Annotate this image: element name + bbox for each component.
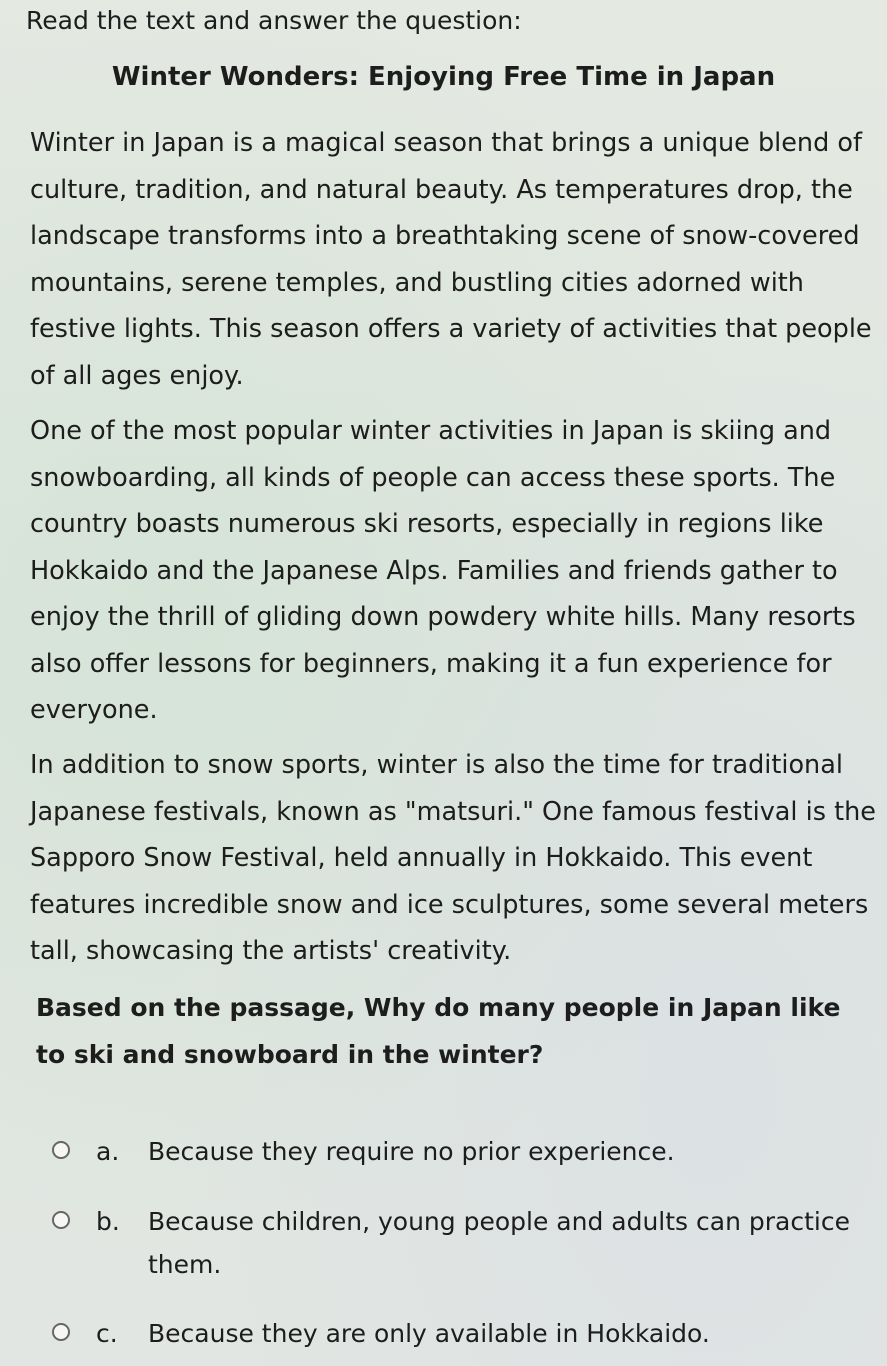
- passage-paragraph-2: One of the most popular winter activities in Japan is skiing and snowboarding, all kinds of people can access these sports. The country boasts numerous ski resorts, especially in regions like Hokkaido and the Japanese Alps. Families and friends gather to enjoy the thrill of gliding down powdery white hills. Many resorts also offer lessons for beginners, making it a fun experience for everyone.: [30, 416, 856, 725]
- radio-button-b[interactable]: [52, 1211, 70, 1229]
- option-letter-c: c.: [96, 1319, 118, 1348]
- passage-paragraph-3: In addition to snow sports, winter is also the time for traditional Japanese festivals, known as "matsuri." One famous festival is the Sapporo Snow Festival, held annually in Hokkaido. This event features incredible snow and ice sculptures, some several meters tall, showcasing the artists' creativity.: [30, 750, 876, 966]
- option-letter-b: b.: [96, 1207, 120, 1236]
- passage-title: Winter Wonders: Enjoying Free Time in Japan: [111, 62, 776, 92]
- answer-option-c[interactable]: [52, 1312, 852, 1355]
- passage-paragraph-1: Winter in Japan is a magical season that brings a unique blend of culture, tradition, and natural beauty. As temperatures drop, the landscape transforms into a breathtaking scene of snow-covered mountains, serene temples, and bustling cities adorned with festive lights. This season offers a variety of activities that people of all ages enjoy.: [30, 128, 872, 391]
- option-text-a: Because they require no prior experience.: [148, 1137, 675, 1166]
- option-text-c: Because they are only available in Hokkaido.: [148, 1319, 710, 1348]
- option-text-b: Because children, young people and adults can practice them.: [148, 1207, 850, 1279]
- answer-option-a[interactable]: [52, 1130, 852, 1173]
- answer-option-b[interactable]: [52, 1200, 852, 1286]
- radio-button-a[interactable]: [52, 1141, 70, 1159]
- radio-button-c[interactable]: [52, 1323, 70, 1341]
- option-letter-a: a.: [96, 1137, 120, 1166]
- instruction-text: Read the text and answer the question:: [26, 6, 522, 35]
- question-text: Based on the passage, Why do many people in Japan like to ski and snowboard in the winter?: [36, 993, 841, 1069]
